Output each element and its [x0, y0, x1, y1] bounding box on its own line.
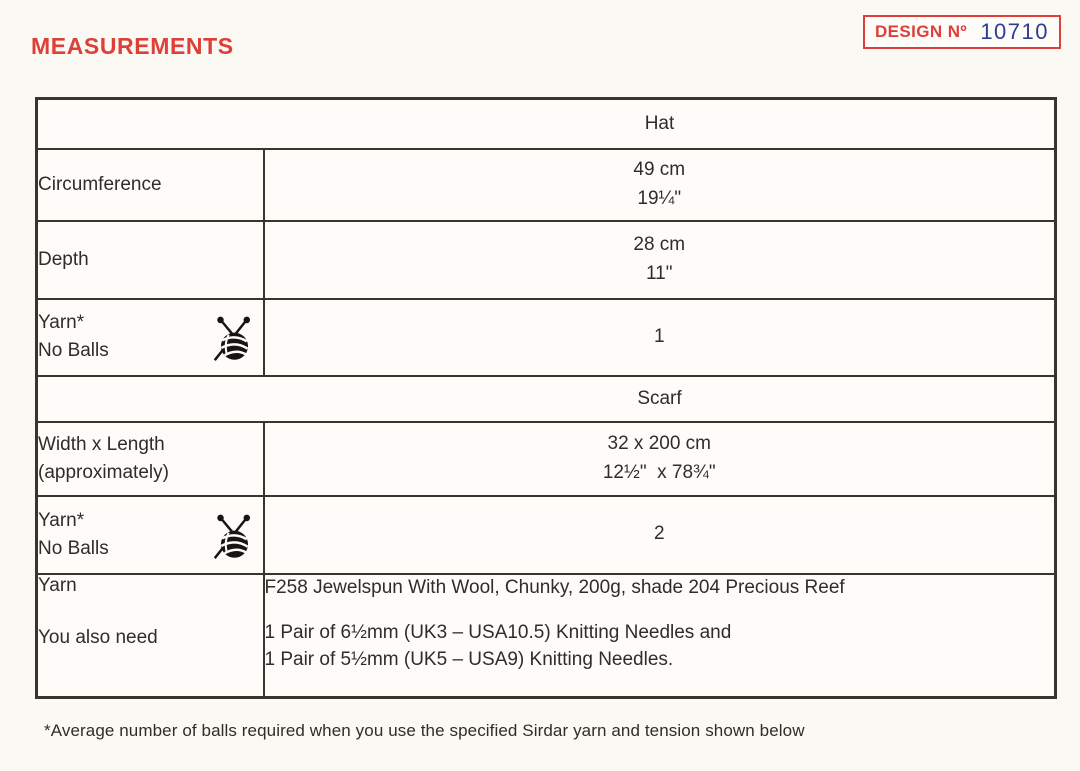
yarn-label-line1: Yarn*	[38, 509, 85, 531]
hat-yarn-label-cell	[37, 299, 264, 376]
hat-yarn-balls-value: 1	[264, 299, 1056, 376]
scarf-yarn-balls-value: 2	[264, 496, 1056, 574]
width-length-inches: 12½" x 78¾"	[602, 461, 716, 483]
yarn-ball-icon	[209, 312, 255, 364]
table-row-hat-yarn	[37, 299, 1056, 376]
yarn-label-line2: No Balls	[38, 340, 109, 361]
width-length-label: Width x Length	[38, 433, 165, 455]
table-row-yarn-requirements	[37, 574, 1056, 698]
scarf-section-header	[37, 376, 1056, 422]
yarn-label-line2: No Balls	[38, 537, 109, 559]
circumference-inches: 19¼"	[637, 187, 682, 209]
you-also-need-label: You also need	[38, 626, 158, 648]
yarn-requirements-labels	[37, 574, 264, 698]
yarn-spec-label: Yarn	[38, 574, 77, 596]
table-row-scarf-yarn	[37, 496, 1056, 574]
depth-cm: 28 cm	[633, 234, 686, 255]
needles-line-1: 1 Pair of 6½mm (UK3 – USA10.5) Knitting Needles and	[264, 622, 732, 644]
page-title: MEASUREMENTS	[31, 33, 234, 59]
table-row-hat-header	[37, 99, 1056, 149]
yarn-requirements-values	[264, 574, 1056, 698]
hat-section-title: Hat	[644, 112, 675, 134]
design-number-label: DESIGN Nº	[875, 22, 967, 41]
table-row-scarf-header	[37, 376, 1056, 422]
width-length-label2: (approximately)	[38, 461, 169, 483]
needles-line-2: 1 Pair of 5½mm (UK5 – USA9) Knitting Needles.	[264, 649, 674, 671]
scarf-yarn-label-cell	[37, 496, 264, 574]
width-length-cm: 32 x 200 cm	[607, 433, 711, 454]
circumference-cm: 49 cm	[633, 159, 686, 180]
circumference-value	[264, 149, 1056, 221]
table-row-width-length	[37, 422, 1056, 496]
table-row-depth	[37, 221, 1056, 299]
yarn-ball-icon	[209, 510, 255, 562]
measurements-table	[35, 97, 1057, 699]
depth-label: Depth	[37, 221, 264, 299]
scarf-yarn-label	[38, 507, 109, 562]
footnote: *Average number of balls required when you use the specified Sirdar yarn and tension shown below	[44, 721, 805, 740]
table-row-circumference	[37, 149, 1056, 221]
hat-yarn-label	[38, 309, 109, 364]
depth-value	[264, 221, 1056, 299]
hat-section-header	[37, 99, 1056, 149]
yarn-spec-value: F258 Jewelspun With Wool, Chunky, 200g, shade 204 Precious Reef	[264, 576, 845, 598]
circumference-label: Circumference	[37, 149, 264, 221]
yarn-label-line1: Yarn*	[38, 312, 85, 334]
depth-inches: 11"	[646, 262, 673, 284]
needles-list	[265, 620, 1055, 674]
width-length-label-cell	[37, 422, 264, 496]
width-length-value	[264, 422, 1056, 496]
scarf-section-title: Scarf	[637, 387, 682, 409]
design-number-box	[863, 15, 1061, 49]
design-number-value: 10710	[980, 19, 1049, 44]
